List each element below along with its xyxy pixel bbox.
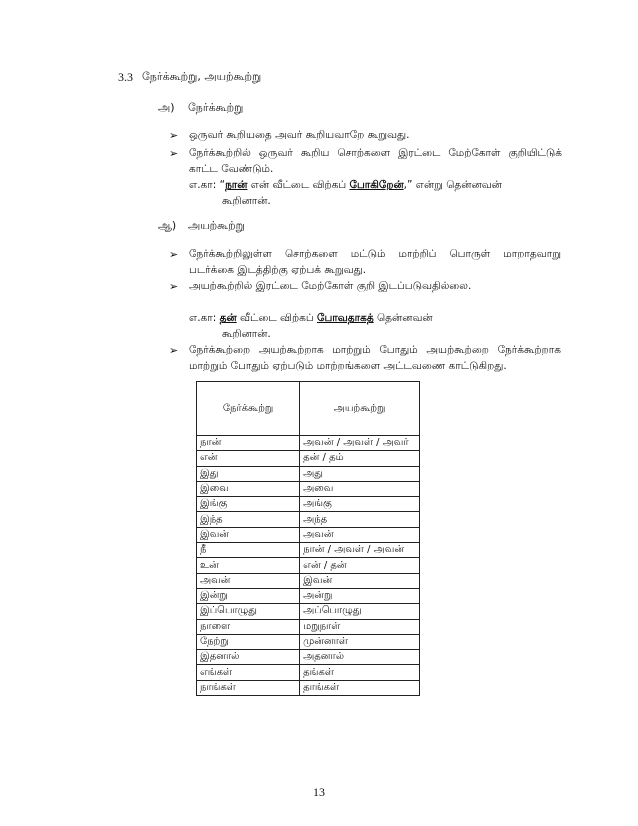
table-body (197, 436, 420, 696)
indirect-speech-cell: அவன் (300, 527, 420, 542)
sub-aa-example (189, 310, 433, 326)
arrow-bullet-icon: ➢ (169, 129, 179, 142)
direct-speech-cell: இந்த (197, 512, 300, 527)
direct-speech-cell: இப்பொழுது (197, 604, 300, 619)
table-row (197, 634, 420, 649)
example-prefix: எ.கா: (189, 312, 220, 324)
table-row (197, 543, 420, 558)
sub-aa-bullet-3: நேர்க்கூற்றை அயற்கூற்றாக மாற்றும் போதும் அயற்கூற்றை நேர்க்கூற்றாக (189, 344, 561, 356)
sub-aa-bullet-1-cont: படர்க்கை இடத்திற்கு ஏற்பக் கூறுவது. (189, 264, 367, 276)
sub-a-bullet-2-cont: காட்ட வேண்டும். (189, 163, 274, 175)
indirect-speech-cell: இவன் (300, 573, 420, 588)
sub-aa-example-line2: கூறினான். (222, 328, 271, 340)
table-row (197, 680, 420, 695)
direct-speech-cell: நான் (197, 436, 300, 451)
sub-a-bullet-2: நேர்க்கூற்றில் ஒருவர் கூறிய சொற்களை இரட்டை மேற்கோள் குறியிட்டுக் (189, 147, 562, 159)
indirect-speech-cell: அதனால் (300, 650, 420, 665)
table-row (197, 558, 420, 573)
subsection-a-label: அ) (158, 101, 175, 114)
direct-speech-cell: இன்று (197, 588, 300, 603)
indirect-speech-cell: அன்று (300, 588, 420, 603)
example-text: வீட்டை விற்கப் (236, 312, 317, 324)
direct-speech-cell: நீ (197, 543, 300, 558)
table-header-indirect: அயற்கூற்று (300, 382, 420, 436)
table-row (197, 573, 420, 588)
table-row (197, 527, 420, 542)
direct-speech-cell: இவை (197, 481, 300, 496)
example-underlined-word: போகிறேன் (349, 179, 404, 191)
table-row (197, 619, 420, 634)
indirect-speech-cell: அந்த (300, 512, 420, 527)
arrow-bullet-icon: ➢ (169, 344, 179, 357)
indirect-speech-cell: அப்பொழுது (300, 604, 420, 619)
arrow-bullet-icon: ➢ (169, 280, 179, 293)
subsection-aa-title: அயற்கூற்று (188, 219, 245, 232)
sub-a-bullet-1: ஒருவர் கூறியதை அவர் கூறியவாறே கூறுவது. (189, 129, 410, 141)
direct-speech-cell: அவன் (197, 573, 300, 588)
indirect-speech-cell: மறுநாள் (300, 619, 420, 634)
arrow-bullet-icon: ➢ (169, 147, 179, 160)
example-suffix: தென்னவன் (373, 312, 433, 324)
table-row (197, 466, 420, 481)
sub-aa-bullet-3-cont: மாற்றும் போதும் ஏற்படும் மாற்றங்களை அட்டவணை காட்டுகிறது. (189, 360, 507, 372)
direct-speech-cell: இங்கு (197, 497, 300, 512)
indirect-speech-cell: என் / தன் (300, 558, 420, 573)
table-row (197, 665, 420, 680)
page-number: 13 (313, 785, 325, 799)
example-underlined-word: தன் (219, 312, 237, 324)
direct-speech-cell: இவன் (197, 527, 300, 542)
table-header-direct: நேர்க்கூற்று (197, 382, 300, 436)
direct-speech-cell: நாளை (197, 619, 300, 634)
comparison-table (196, 381, 420, 696)
direct-speech-cell: இது (197, 466, 300, 481)
table-row (197, 481, 420, 496)
direct-speech-cell: இதனால் (197, 650, 300, 665)
indirect-speech-cell: நான் / அவள் / அவன் (300, 543, 420, 558)
indirect-speech-cell: அங்கு (300, 497, 420, 512)
indirect-speech-cell: தன் / தம் (300, 451, 420, 466)
table-row (197, 588, 420, 603)
subsection-aa-label: ஆ) (158, 219, 177, 232)
section-title: நேர்க்கூற்று, அயற்கூற்று (142, 70, 262, 83)
indirect-speech-cell: அவன் / அவள் / அவர் (300, 436, 420, 451)
indirect-speech-cell: தாங்கள் (300, 680, 420, 695)
sub-a-example-line2: கூறினான். (222, 195, 271, 207)
table-row (197, 650, 420, 665)
subsection-a-title: நேர்க்கூற்று (188, 101, 244, 114)
table-header-row (197, 382, 420, 436)
table-row (197, 436, 420, 451)
example-prefix: எ.கா: “ (189, 179, 226, 191)
table-row (197, 451, 420, 466)
indirect-speech-cell: முன்னாள் (300, 634, 420, 649)
direct-speech-cell: உன் (197, 558, 300, 573)
sub-aa-bullet-2: அயற்கூற்றில் இரட்டை மேற்கோள் குறி இடப்படுவதில்லை. (189, 280, 472, 292)
indirect-speech-cell: அது (300, 466, 420, 481)
table-row (197, 497, 420, 512)
direct-speech-cell: நாங்கள் (197, 680, 300, 695)
table-row (197, 512, 420, 527)
example-text: என் வீட்டை விற்கப் (247, 179, 350, 191)
direct-speech-cell: என் (197, 451, 300, 466)
example-underlined-word: நான் (225, 179, 248, 191)
indirect-speech-cell: தங்கள் (300, 665, 420, 680)
arrow-bullet-icon: ➢ (169, 248, 179, 261)
example-suffix: ,” என்று தென்னவன் (403, 179, 502, 191)
table-row (197, 604, 420, 619)
example-underlined-word: போவதாகத் (316, 312, 374, 324)
direct-speech-cell: நேற்று (197, 634, 300, 649)
sub-aa-bullet-1: நேர்க்கூற்றிலுள்ள சொற்களை மட்டும் மாற்றிப் பொருள் மாறாதவாறு (189, 248, 561, 260)
direct-speech-cell: எங்கள் (197, 665, 300, 680)
section-number: 3.3 (118, 70, 133, 84)
sub-a-example (189, 177, 502, 193)
indirect-speech-cell: அவை (300, 481, 420, 496)
